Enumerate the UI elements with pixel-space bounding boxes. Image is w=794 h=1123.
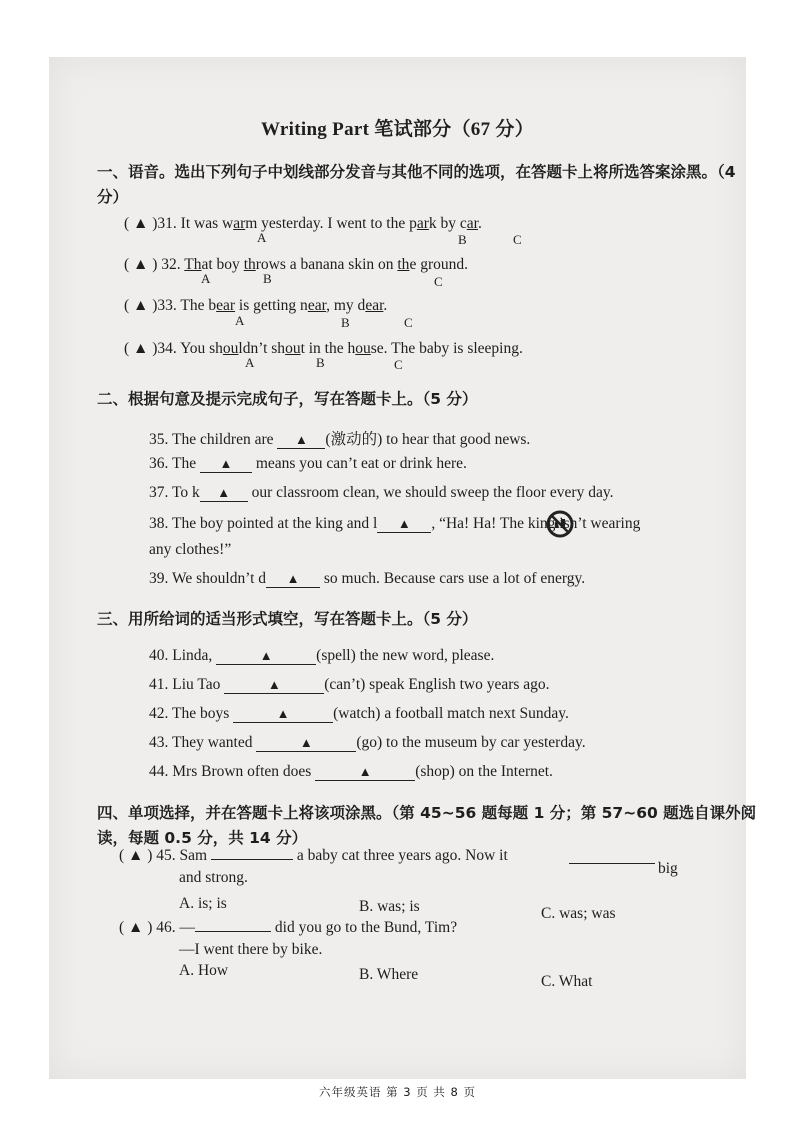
page-title: Writing Part 笔试部分（67 分） (260, 119, 535, 140)
answer-blank: ▲ (277, 431, 325, 449)
option-mark-b: B (263, 271, 272, 286)
answer-blank (211, 859, 293, 860)
question-32: ( ▲ ) 32. That boy throws a banana skin on the ground. (124, 256, 468, 273)
option-mark-c: C (513, 232, 522, 247)
answer-blank (195, 931, 271, 932)
question-33: ( ▲ )33. The bear is getting near, my dear. (124, 297, 388, 314)
option-mark-a: A (235, 313, 245, 328)
question-40: 40. Linda, ▲ (spell) the new word, please. (149, 647, 495, 664)
section-1-heading: 一、语音。选出下列句子中划线部分发音与其他不同的选项，在答题卡上将所选答案涂黑。（4 分） (97, 163, 736, 206)
question-35: 35. The children are ▲ (激动的) to hear that good news. (149, 431, 531, 448)
option-mark-c: C (394, 357, 403, 372)
answer-blank: ▲ (224, 676, 324, 694)
answer-blank (569, 863, 655, 864)
section-3-heading: 三、用所给词的适当形式填空，写在答题卡上。（5 分） (97, 610, 478, 628)
question-31: ( ▲ )31. It was warm yesterday. I went to the park by car. (124, 215, 482, 232)
question-39: 39. We shouldn’t d ▲ so much. Because cars use a lot of energy. (149, 570, 586, 587)
option-a: A. is; is (179, 895, 227, 912)
answer-blank: ▲ (233, 705, 333, 723)
option-mark-a: A (201, 271, 211, 286)
page-footer: 六年级英语 第 3 页 共 8 页 (318, 1085, 477, 1099)
question-45-end: big (658, 860, 678, 877)
question-45: ( ▲ ) 45. Sam a baby cat three years ago. Now it (119, 847, 508, 864)
option-mark-b: B (458, 232, 467, 247)
question-46: ( ▲ ) 46. — did you go to the Bund, Tim? (119, 919, 458, 936)
option-c: C. was; was (541, 905, 616, 922)
answer-blank: ▲ (266, 570, 320, 588)
answer-blank: ▲ (315, 763, 415, 781)
option-mark-a: A (257, 230, 267, 245)
answer-blank: ▲ (377, 515, 431, 533)
option-b: B. was; is (359, 898, 420, 915)
option-mark-b: B (341, 315, 350, 330)
answer-blank: ▲ (200, 455, 252, 473)
option-c: C. What (541, 973, 593, 990)
answer-blank: ▲ (256, 734, 356, 752)
answer-blank: ▲ (216, 647, 316, 665)
question-41: 41. Liu Tao ▲ (can’t) speak English two years ago. (149, 676, 550, 693)
option-a: A. How (179, 962, 229, 979)
option-mark-c: C (404, 315, 413, 330)
question-46-continued: —I went there by bike. (179, 941, 323, 958)
question-37: 37. To k ▲ our classroom clean, we should sweep the floor every day. (149, 484, 614, 501)
option-b: B. Where (359, 966, 419, 983)
exam-page (49, 57, 757, 1099)
answer-blank: ▲ (200, 484, 248, 502)
question-36: 36. The ▲ means you can’t eat or drink here. (149, 455, 467, 472)
section-2-heading: 二、根据句意及提示完成句子，写在答题卡上。（5 分） (97, 390, 478, 408)
option-mark-c: C (434, 274, 443, 289)
option-mark-a: A (245, 355, 255, 370)
question-34: ( ▲ )34. You shouldn’t shout in the house. The baby is sleeping. (124, 340, 523, 357)
question-38-continued: any clothes!” (149, 541, 232, 558)
question-42: 42. The boys ▲ (watch) a football match next Sunday. (149, 705, 569, 722)
option-mark-b: B (316, 355, 325, 370)
question-38: 38. The boy pointed at the king and l ▲ , “Ha! Ha! The king isn’t wearing (149, 515, 641, 532)
section-4-heading: 四、单项选择，并在答题卡上将该项涂黑。（第 45~56 题每题 1 分；第 57~60 题选自课外阅读，每题 0.5 分，共 14 分） (97, 804, 757, 847)
question-45-continued: and strong. (179, 869, 248, 886)
question-43: 43. They wanted ▲ (go) to the museum by car yesterday. (149, 734, 586, 751)
question-44: 44. Mrs Brown often does ▲ (shop) on the Internet. (149, 763, 553, 780)
